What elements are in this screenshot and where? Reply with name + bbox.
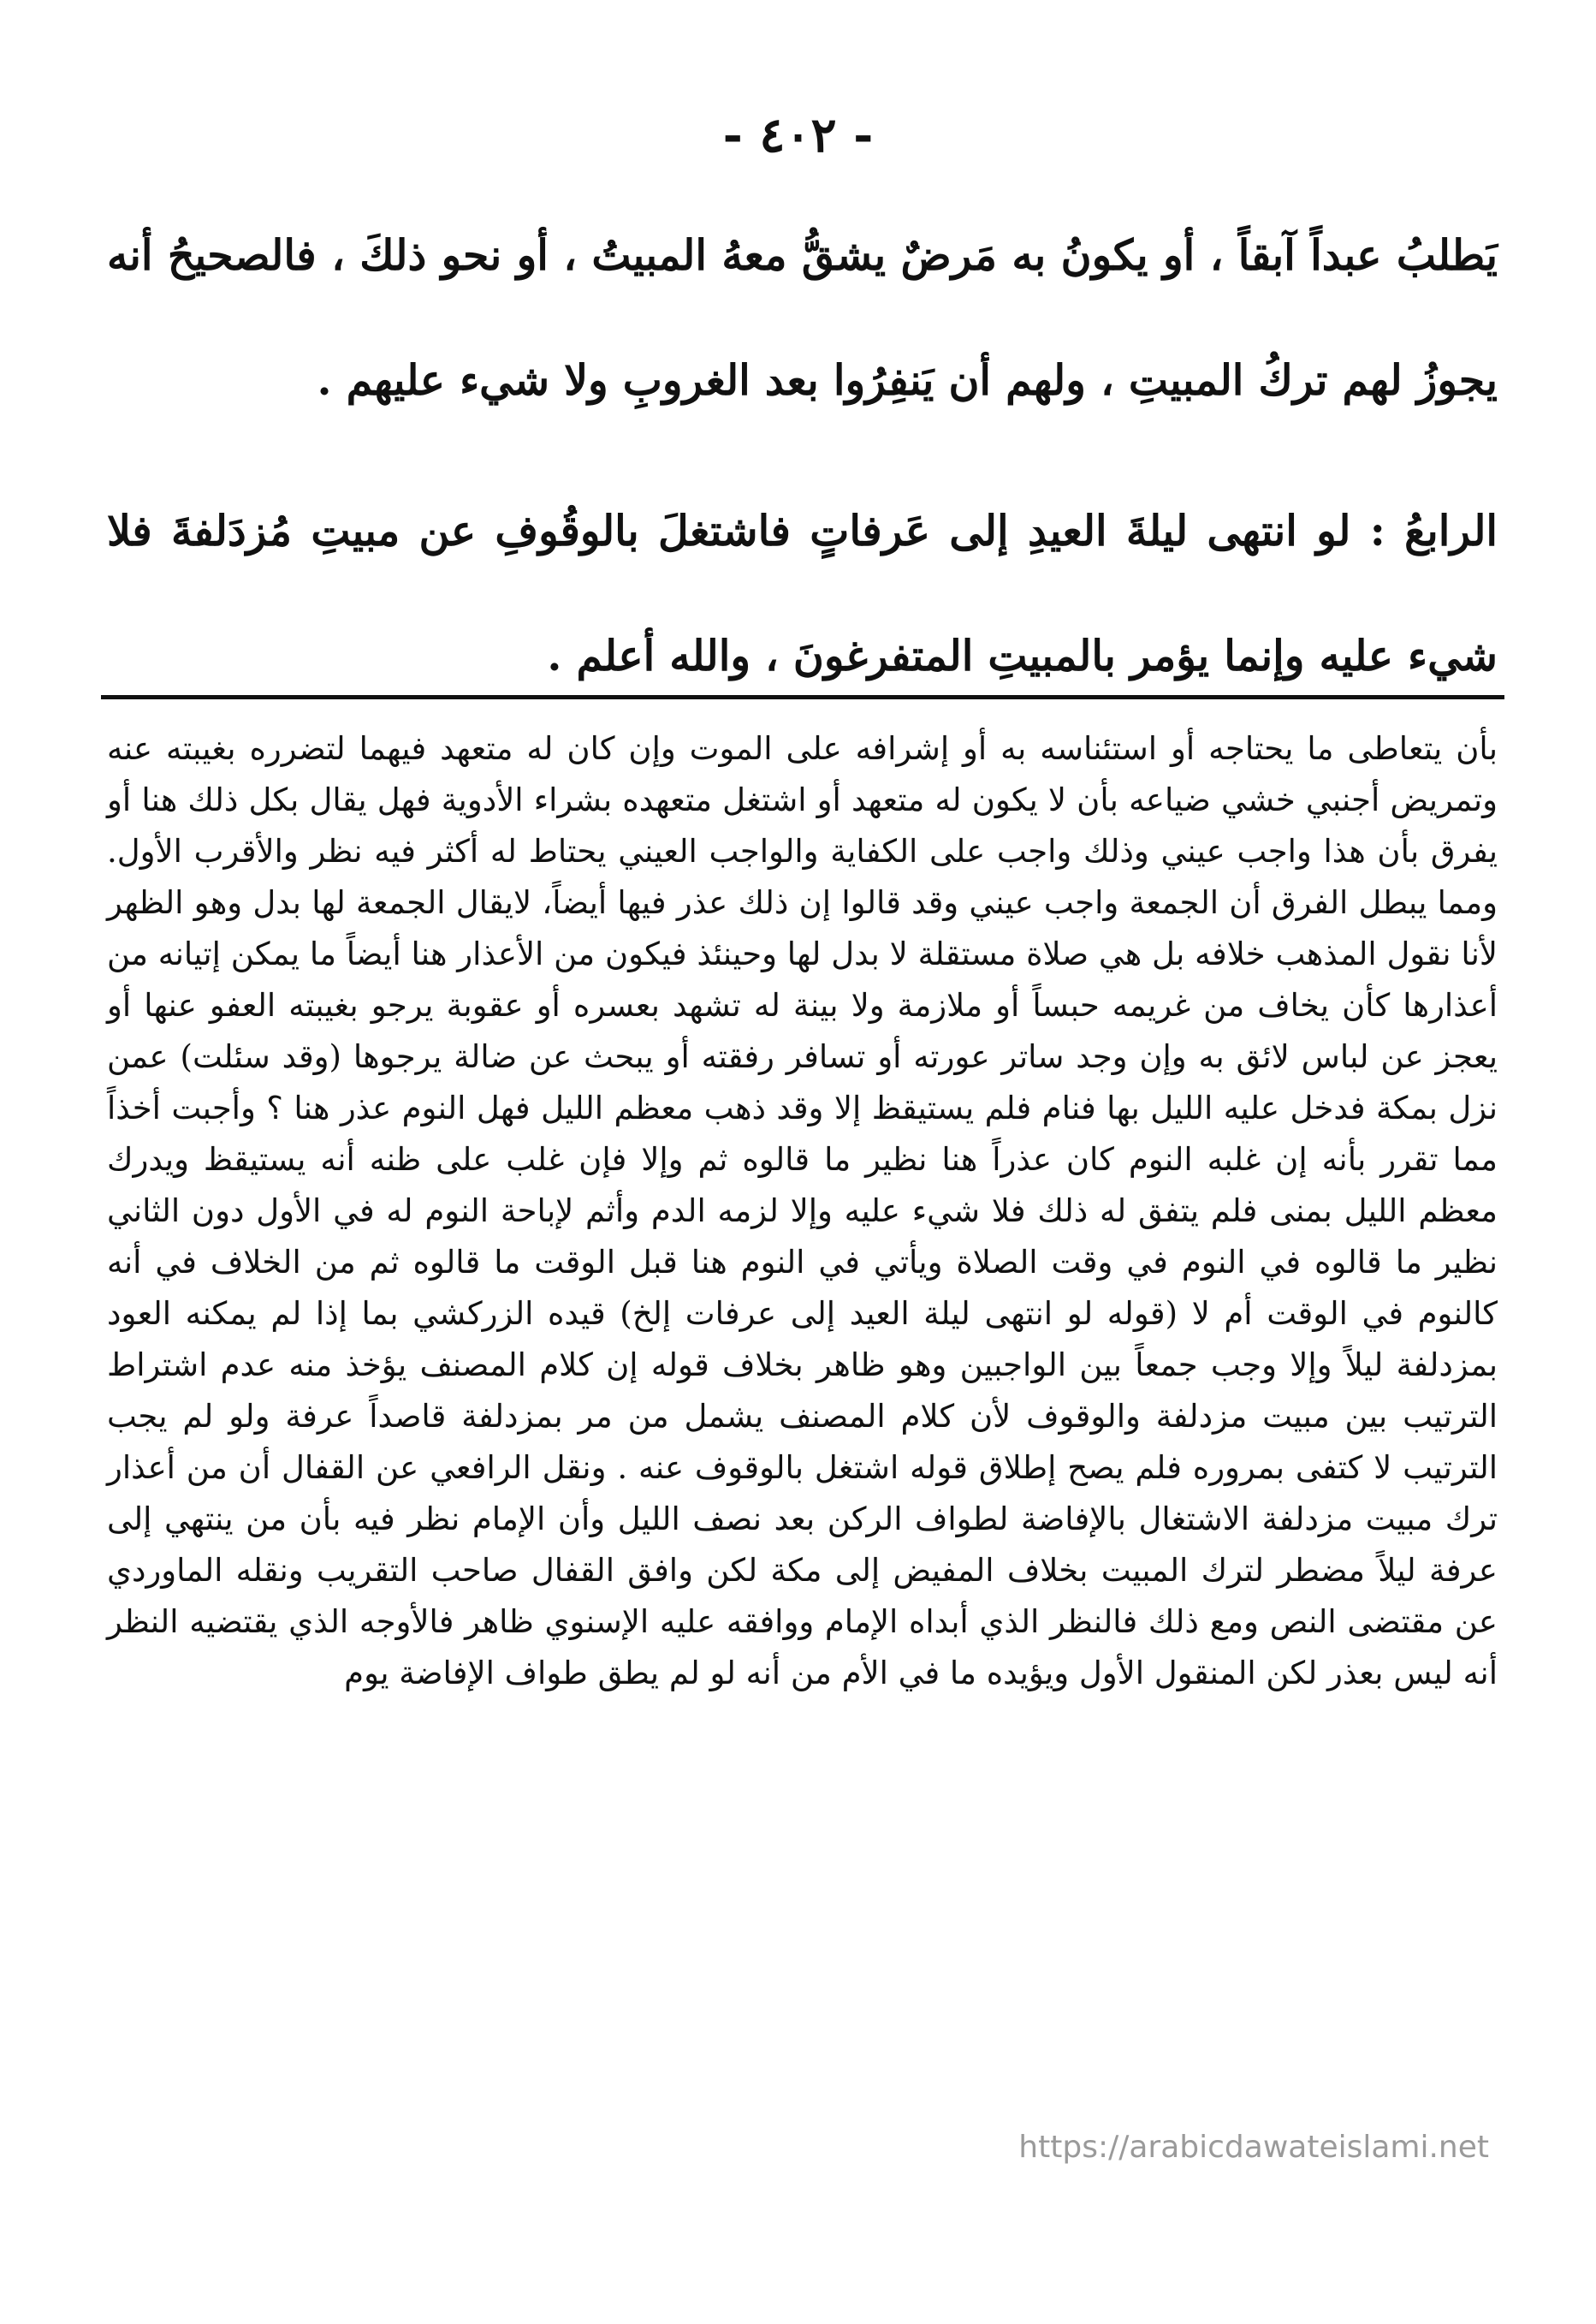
main-paragraph-2: الرابعُ : لو انتهى ليلةَ العيدِ إلى عَرفاتٍ فاشتغلَ بالوقُوفِ عن مبيتِ مُزدَلفةَ فلا شيء عليه وإنما يؤمر بالمبيتِ المتفرغونَ ، والله أعلم . [107,506,1498,681]
commentary-footnote [107,723,1498,1699]
commentary-paragraph: بأن يتعاطى ما يحتاجه أو استئناسه به أو إشرافه على الموت وإن كان له متعهد فيهما لتضرره بغيبته عنه وتمريض أجنبي خشي ضياعه بأن لا يكون له متعهد أو اشتغل متعهده بشراء الأدوية فهل يقال بكل ذلك هنا أو يفرق بأن هذا واجب عيني وذلك واجب على الكفاية والواجب العيني يحتاط له أكثر فيه نظر والأقرب الأول. ومما يبطل الفرق أن الجمعة واجب عيني وقد قالوا إن ذلك عذر فيها أيضاً، لايقال الجمعة لها بدل وهو الظهر لأنا نقول المذهب خلافه بل هي صلاة مستقلة لا بدل لها وحينئذ فيكون من الأعذار هنا أيضاً ما يمكن إتيانه من أعذارها كأن يخاف من غريمه حبساً أو ملازمة ولا بينة له تشهد بعسره أو عقوبة يرجو بغيبته العفو عنها أو يعجز عن لباس لائق به وإن وجد ساتر عورته أو تسافر رفقته أو يبحث عن ضالة يرجوها (وقد سئلت) عمن نزل بمكة فدخل عليه الليل بها فنام فلم يستيقظ إلا وقد ذهب معظم الليل فهل النوم عذر هنا ؟ وأجبت أخذاً مما تقرر بأنه إن غلبه النوم كان عذراً هنا نظير ما قالوه ثم وإلا فإن غلب على ظنه أنه يستيقظ ويدرك معظم الليل بمنى فلم يتفق له ذلك فلا شيء عليه وإلا لزمه الدم وأثم لإباحة النوم له في الأول دون الثاني نظير ما قالوه في النوم في وقت الصلاة ويأتي في النوم هنا قبل الوقت ما قالوه ثم من الخلاف في أنه كالنوم في الوقت أم لا (قوله لو انتهى ليلة العيد إلى عرفات إلخ) قيده الزركشي بما إذا لم يمكنه العود بمزدلفة ليلاً وإلا وجب جمعاً بين الواجبين وهو ظاهر بخلاف قوله إن كلام المصنف يؤخذ منه عدم اشتراط الترتيب بين مبيت مزدلفة والوقوف لأن كلام المصنف يشمل من مر بمزدلفة قاصداً عرفة ولو لم يجب الترتيب لا كتفى بمروره فلم يصح إطلاق قوله اشتغل بالوقوف عنه . ونقل الرافعي عن القفال أن من أعذار ترك مبيت مزدلفة الاشتغال بالإفاضة لطواف الركن بعد نصف الليل وأن الإمام نظر فيه بأن من ينتهي إلى عرفة ليلاً مضطر لترك المبيت بخلاف المفيض إلى مكة لكن وافق القفال صاحب التقريب ونقله الماوردي عن مقتضى النص ومع ذلك فالنظر الذي أبداه الإمام ووافقه عليه الإسنوي ظاهر فالأوجه الذي يقتضيه النظر أنه ليس بعذر لكن المنقول الأول ويؤيده ما في الأم من أنه لو لم يطق طواف الإفاضة يوم [107,730,1498,1691]
watermark-url: https://arabicdawateislami.net [1018,2130,1489,2165]
main-text [107,193,1498,718]
page-number: - ٤٠٢ - [722,107,874,163]
footnote-divider [101,695,1504,699]
main-paragraph-1: يَطلبُ عبداً آبقاً ، أو يكونُ به مَرضٌ يشقُّ معهُ المبيتُ ، أو نحو ذلكَ ، فالصحيحُ أنه يجوزُ لهم تركُ المبيتِ ، ولهم أن يَنفِرُوا بعد الغروبِ ولا شيء عليهم . [107,230,1498,405]
